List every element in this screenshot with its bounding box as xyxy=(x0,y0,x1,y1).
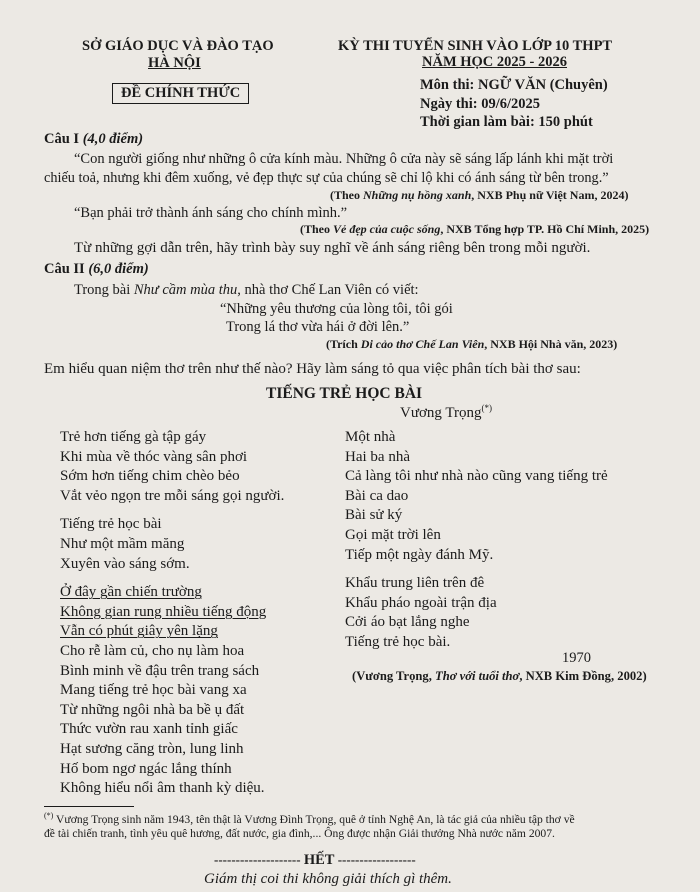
poem-year: 1970 xyxy=(562,650,591,666)
poem-line: Tiếng trẻ học bài. xyxy=(345,633,451,650)
poem-line: Trẻ hơn tiếng gà tập gáy xyxy=(60,429,207,445)
exam-duration: Thời gian làm bài: 150 phút xyxy=(420,114,593,130)
question2-verse-line1: “Những yêu thương của lòng tôi, tôi gói xyxy=(220,301,453,317)
question2-source: (Trích Di cảo thơ Chế Lan Viên, NXB Hội Nhà văn, 2023) xyxy=(326,337,618,351)
stanza-gap xyxy=(60,574,284,583)
question2-intro: Trong bài Như cầm mùa thu, nhà thơ Chế Lan Viên có viết: xyxy=(74,282,419,298)
end-label: HẾT xyxy=(303,852,335,868)
poem-line: Tiếp một ngày đánh Mỹ. xyxy=(345,546,494,563)
poem-line: Hai ba nhà xyxy=(345,448,410,465)
footnote-line2: đề tài chiến tranh, tình yêu quê hương, đất nước, gia đình,... Ông được nhận Giải thưởng Nhà nước năm 2007. xyxy=(44,827,555,840)
poem-line: Gọi mặt trời lên xyxy=(345,526,441,543)
poem-line: Hạt sương căng tròn, lung linh xyxy=(60,740,244,757)
poem-line: Khi mùa về thóc vàng sân phơi xyxy=(60,448,248,465)
poem-line: Bình minh về đậu trên trang sách xyxy=(60,662,260,679)
poem-line: Như một mầm măng xyxy=(60,535,185,552)
city-name: HÀ NỘI xyxy=(148,55,201,71)
poem-left-column xyxy=(60,428,284,799)
proctor-note: Giám thị coi thi không giải thích gì thêm. xyxy=(204,871,452,887)
stanza-gap xyxy=(345,565,608,574)
question2-verse-line2: Trong lá thơ vừa hái ở đời lên.” xyxy=(226,319,410,335)
poem-line: Một nhà xyxy=(345,429,396,445)
poem-line: Thức vườn rau xanh tỉnh giấc xyxy=(60,721,238,738)
question1-quote1-line2: chiếu toả, nhưng khi đêm xuống, vẻ đẹp thực sự của chúng sẽ chỉ lộ khi có ánh sáng từ bên trong.” xyxy=(44,170,609,186)
poem-line: Vẫn có phút giây yên lặng xyxy=(60,623,218,640)
poem-author: Vương Trọng(*) xyxy=(400,403,493,421)
question2-heading xyxy=(44,261,149,278)
question2-points: (6,0 điểm) xyxy=(88,261,149,277)
poem-line: Sớm hơn tiếng chim chèo bẻo xyxy=(60,468,240,485)
poem-line: Khẩu pháo ngoài trận địa xyxy=(345,594,497,611)
question1-quote2: “Bạn phải trở thành ánh sáng cho chính mình.” xyxy=(74,205,348,221)
poem-source: (Vương Trọng, Thơ với tuổi thơ, NXB Kim Đồng, 2002) xyxy=(352,669,647,683)
official-label: ĐỀ CHÍNH THỨC xyxy=(112,83,249,104)
school-year: NĂM HỌC 2025 - 2026 xyxy=(422,54,567,70)
question1-source2: (Theo Vẻ đẹp của cuộc sống, NXB Tổng hợp TP. Hồ Chí Minh, 2025) xyxy=(300,222,650,236)
question1-heading xyxy=(44,131,143,148)
poem-line: Không hiểu nổi âm thanh kỳ diệu. xyxy=(60,780,265,797)
end-marker: -------------------- HẾT ------------------ xyxy=(214,852,416,868)
exam-date: Ngày thi: 09/6/2025 xyxy=(420,96,541,112)
exam-subject: Môn thi: NGỮ VĂN (Chuyên) xyxy=(420,77,608,93)
poem-line: Vắt vẻo ngọn tre mỗi sáng gọi người. xyxy=(60,487,285,504)
poem-right-column xyxy=(345,428,608,653)
poem-line: Ở đây gần chiến trường xyxy=(60,584,202,601)
question1-points: (4,0 điểm) xyxy=(82,131,144,147)
question2-prompt: Em hiểu quan niệm thơ trên như thế nào? Hãy làm sáng tỏ qua việc phân tích bài thơ sau: xyxy=(44,361,581,377)
poem-line: Từ những ngôi nhà ba bề ụ đất xyxy=(60,701,245,718)
footnote-mark: (*) xyxy=(44,811,54,820)
exam-title: KỲ THI TUYỂN SINH VÀO LỚP 10 THPT xyxy=(338,38,613,54)
question1-source1: (Theo Những nụ hồng xanh, NXB Phụ nữ Việt Nam, 2024) xyxy=(330,188,629,202)
question2-label: Câu II xyxy=(44,261,85,277)
poem-author-footnote-mark: (*) xyxy=(481,403,493,413)
question1-label: Câu I xyxy=(44,131,80,147)
poem-line: Xuyên vào sáng sớm. xyxy=(60,555,190,572)
poem-line: Tiếng trẻ học bài xyxy=(60,516,162,533)
poem-line: Hố bom ngơ ngác lắng thính xyxy=(60,760,232,777)
poem-line: Bài sử ký xyxy=(345,507,403,524)
question1-quote1-line1: “Con người giống như những ô cửa kính màu. Những ô cửa này sẽ sáng lấp lánh khi mặt trời xyxy=(74,151,614,167)
poem-line: Cả làng tôi như nhà nào cũng vang tiếng trẻ xyxy=(345,468,608,485)
department-name: SỞ GIÁO DỤC VÀ ĐÀO TẠO xyxy=(82,38,274,54)
poem-line: Cho rễ làm củ, cho nụ làm hoa xyxy=(60,642,245,659)
stanza-gap xyxy=(60,506,284,515)
footnote-line1: (*) Vương Trọng sinh năm 1943, tên thật là Vương Đình Trọng, quê ở tỉnh Nghệ An, là tác giả của nhiều tập thơ về xyxy=(44,811,575,826)
poem-line: Mang tiếng trẻ học bài vang xa xyxy=(60,682,247,699)
poem-line: Khẩu trung liên trên đê xyxy=(345,575,485,592)
poem-title: TIẾNG TRẺ HỌC BÀI xyxy=(266,385,423,402)
poem-line: Không gian rung nhiều tiếng động xyxy=(60,603,267,620)
question1-prompt: Từ những gợi dẫn trên, hãy trình bày suy nghĩ về ánh sáng riêng bên trong mỗi người. xyxy=(74,240,591,256)
footnote-divider xyxy=(44,806,134,807)
poem-line: Bài ca dao xyxy=(345,487,409,504)
poem-line: Cởi áo bạt lắng nghe xyxy=(345,614,470,631)
